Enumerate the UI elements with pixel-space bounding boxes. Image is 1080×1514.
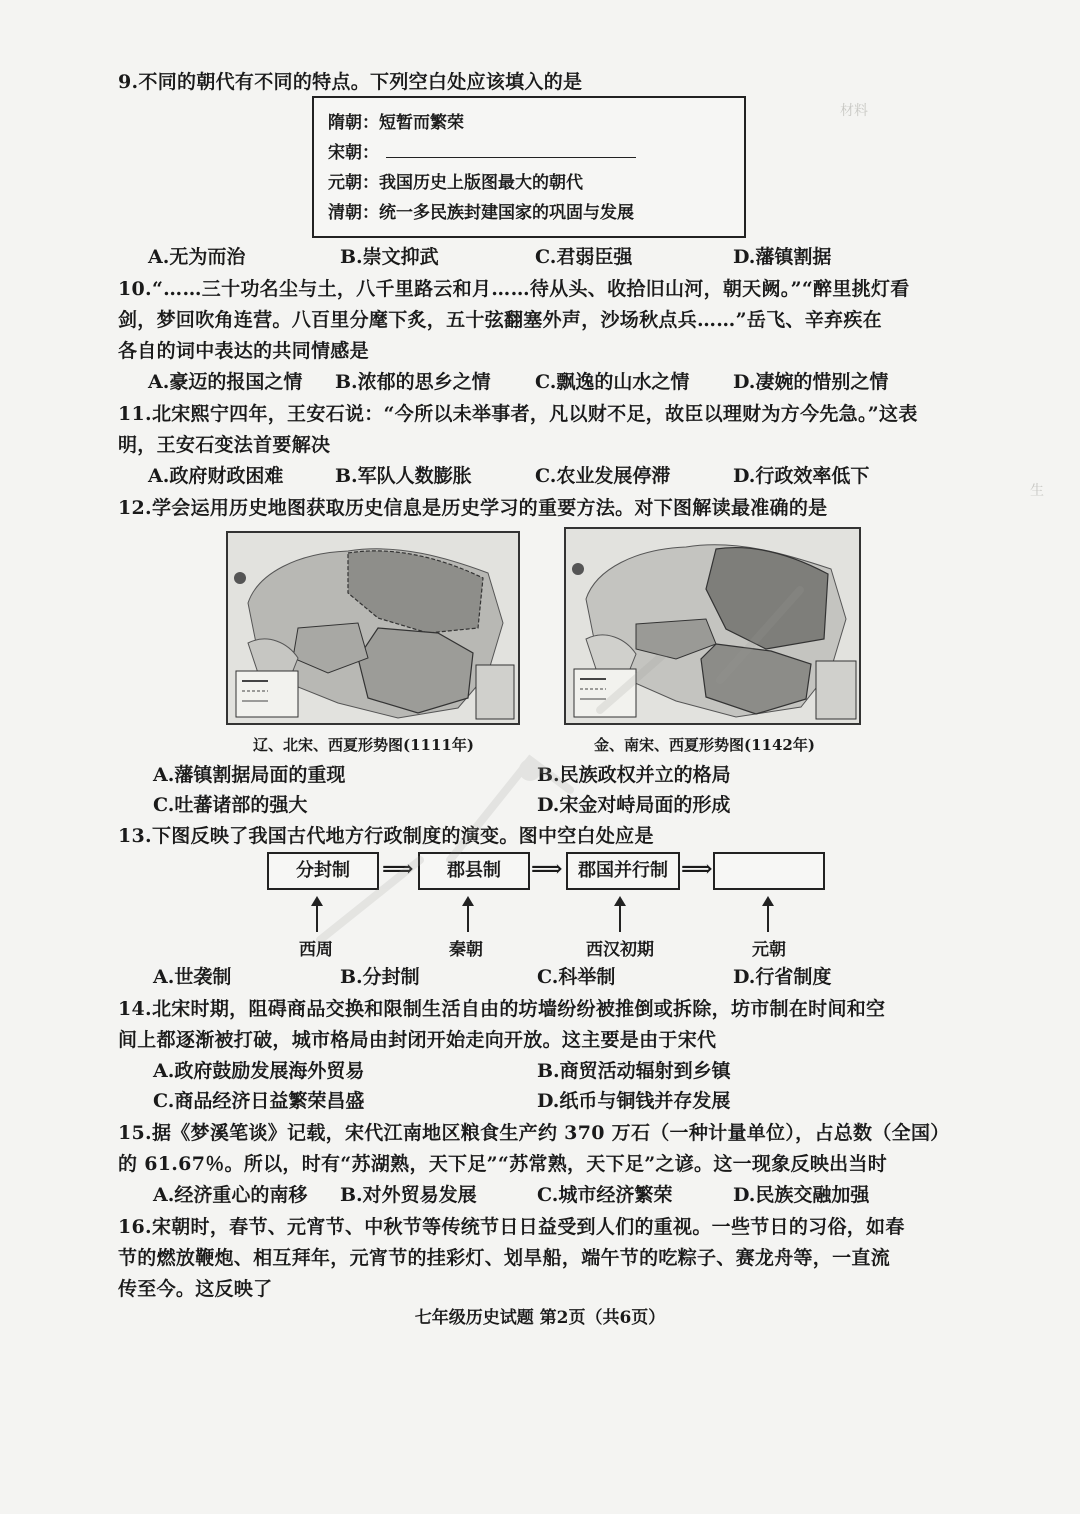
box-row-yuan: 元朝：我国历史上版图最大的朝代 [328, 173, 583, 193]
box-row-qing: 清朝：统一多民族封建国家的巩固与发展 [328, 203, 634, 223]
period-xihan: 西汉初期 [586, 940, 654, 960]
question-14-line-2: 间上都逐渐被打破，城市格局由封闭开始走向开放。这主要是由于宋代 [118, 1029, 717, 1051]
up-arrow-icon [767, 904, 769, 932]
period-xizhou: 西周 [299, 940, 333, 960]
question-14-line-1: 14.北宋时期，阻碍商品交换和限制生活自由的坊墙纷纷被推倒或拆除，坊市制在时间和空 [118, 998, 886, 1020]
flow-arrow-icon: ⟹ [681, 856, 713, 882]
map-jin-southern-song-drawing [566, 529, 859, 723]
q13-option-b: B.分封制 [340, 966, 420, 988]
flow-box-fenfeng: 分封制 [267, 852, 379, 890]
bleed-through-text: 材料 [840, 103, 868, 119]
q10-option-a: A.豪迈的报国之情 [148, 371, 303, 393]
up-arrow-icon [619, 904, 621, 932]
question-9-table-box [312, 96, 746, 238]
q9-option-b: B.崇文抑武 [340, 246, 439, 268]
question-10-line-1: 10.“……三十功名尘与土，八千里路云和月……待从头、收拾旧山河，朝天阙。”“醉里挑灯看 [118, 278, 910, 300]
map-liao-northern-song [226, 531, 520, 725]
question-16-line-2: 节的燃放鞭炮、相互拜年，元宵节的挂彩灯、划旱船，端午节的吃粽子、赛龙舟等，一直流 [118, 1247, 891, 1269]
question-16-line-3: 传至今。这反映了 [118, 1278, 273, 1300]
up-arrow-icon [316, 904, 318, 932]
flow-arrow-icon: ⟹ [382, 856, 414, 882]
page-footer: 七年级历史试题 第2页（共6页） [414, 1308, 666, 1328]
q15-option-a: A.经济重心的南移 [153, 1184, 308, 1206]
q14-option-a: A.政府鼓励发展海外贸易 [153, 1060, 365, 1082]
q12-option-d: D.宋金对峙局面的形成 [537, 794, 731, 816]
question-11-line-2: 明，王安石变法首要解决 [118, 434, 331, 456]
period-yuan: 元朝 [752, 940, 786, 960]
q15-option-c: C.城市经济繁荣 [537, 1184, 673, 1206]
question-10-line-3: 各自的词中表达的共同情感是 [118, 340, 369, 362]
fill-blank-line [386, 157, 636, 158]
q10-option-d: D.凄婉的惜别之情 [733, 371, 889, 393]
question-12-stem: 12.学会运用历史地图获取历史信息是历史学习的重要方法。对下图解读最准确的是 [118, 497, 828, 519]
box-row-sui: 隋朝：短暂而繁荣 [328, 113, 464, 133]
map-2-caption: 金、南宋、西夏形势图(1142年) [594, 736, 815, 754]
q10-option-b: B.浓郁的思乡之情 [335, 371, 491, 393]
question-11-line-1: 11.北宋熙宁四年，王安石说：“今所以未举事者，凡以财不足，故臣以理财为方今先急。”这表 [118, 403, 918, 425]
q9-option-c: C.君弱臣强 [535, 246, 633, 268]
q13-option-c: C.科举制 [537, 966, 616, 988]
q15-option-b: B.对外贸易发展 [340, 1184, 477, 1206]
q11-option-c: C.农业发展停滞 [535, 465, 671, 487]
map-1-caption: 辽、北宋、西夏形势图(1111年) [253, 736, 474, 754]
q15-option-d: D.民族交融加强 [733, 1184, 870, 1206]
q13-option-d: D.行省制度 [733, 966, 832, 988]
flow-box-junguo: 郡国并行制 [566, 852, 680, 890]
box-row-song: 宋朝： [328, 143, 379, 163]
period-qin: 秦朝 [449, 940, 483, 960]
q9-option-d: D.藩镇割据 [733, 246, 832, 268]
question-16-line-1: 16.宋朝时，春节、元宵节、中秋节等传统节日日益受到人们的重视。一些节日的习俗，如春 [118, 1216, 905, 1238]
q10-option-c: C.飘逸的山水之情 [535, 371, 690, 393]
map-jin-southern-song [564, 527, 861, 725]
question-15-line-1: 15.据《梦溪笔谈》记载，宋代江南地区粮食生产约 370 万石（一种计量单位），占总数（全国） [118, 1122, 950, 1144]
up-arrow-icon [467, 904, 469, 932]
q11-option-a: A.政府财政困难 [148, 465, 284, 487]
question-10-line-2: 剑，梦回吹角连营。八百里分麾下炙，五十弦翻塞外声，沙场秋点兵……”岳飞、辛弃疾在 [118, 309, 882, 331]
q12-option-b: B.民族政权并立的格局 [537, 764, 731, 786]
bleed-through-text: 生 [1030, 483, 1044, 499]
q14-option-b: B.商贸活动辐射到乡镇 [537, 1060, 731, 1082]
q13-option-a: A.世袭制 [153, 966, 232, 988]
question-13-stem: 13.下图反映了我国古代地方行政制度的演变。图中空白处应是 [118, 825, 654, 847]
q9-option-a: A.无为而治 [148, 246, 246, 268]
flow-arrow-icon: ⟹ [531, 856, 563, 882]
q14-option-d: D.纸币与铜钱并存发展 [537, 1090, 731, 1112]
flow-box-blank [713, 852, 825, 890]
question-9-stem: 9.不同的朝代有不同的特点。下列空白处应该填入的是 [118, 71, 583, 93]
question-15-line-2: 的 61.67％。所以，时有“苏湖熟，天下足”“苏常熟，天下足”之谚。这一现象反映出当时 [118, 1153, 888, 1175]
q12-option-c: C.吐蕃诸部的强大 [153, 794, 308, 816]
q14-option-c: C.商品经济日益繁荣昌盛 [153, 1090, 365, 1112]
map-liao-northern-song-drawing [228, 533, 518, 723]
q12-option-a: A.藩镇割据局面的重现 [153, 764, 346, 786]
q11-option-b: B.军队人数膨胀 [335, 465, 472, 487]
flow-box-junxian: 郡县制 [418, 852, 530, 890]
q11-option-d: D.行政效率低下 [733, 465, 870, 487]
